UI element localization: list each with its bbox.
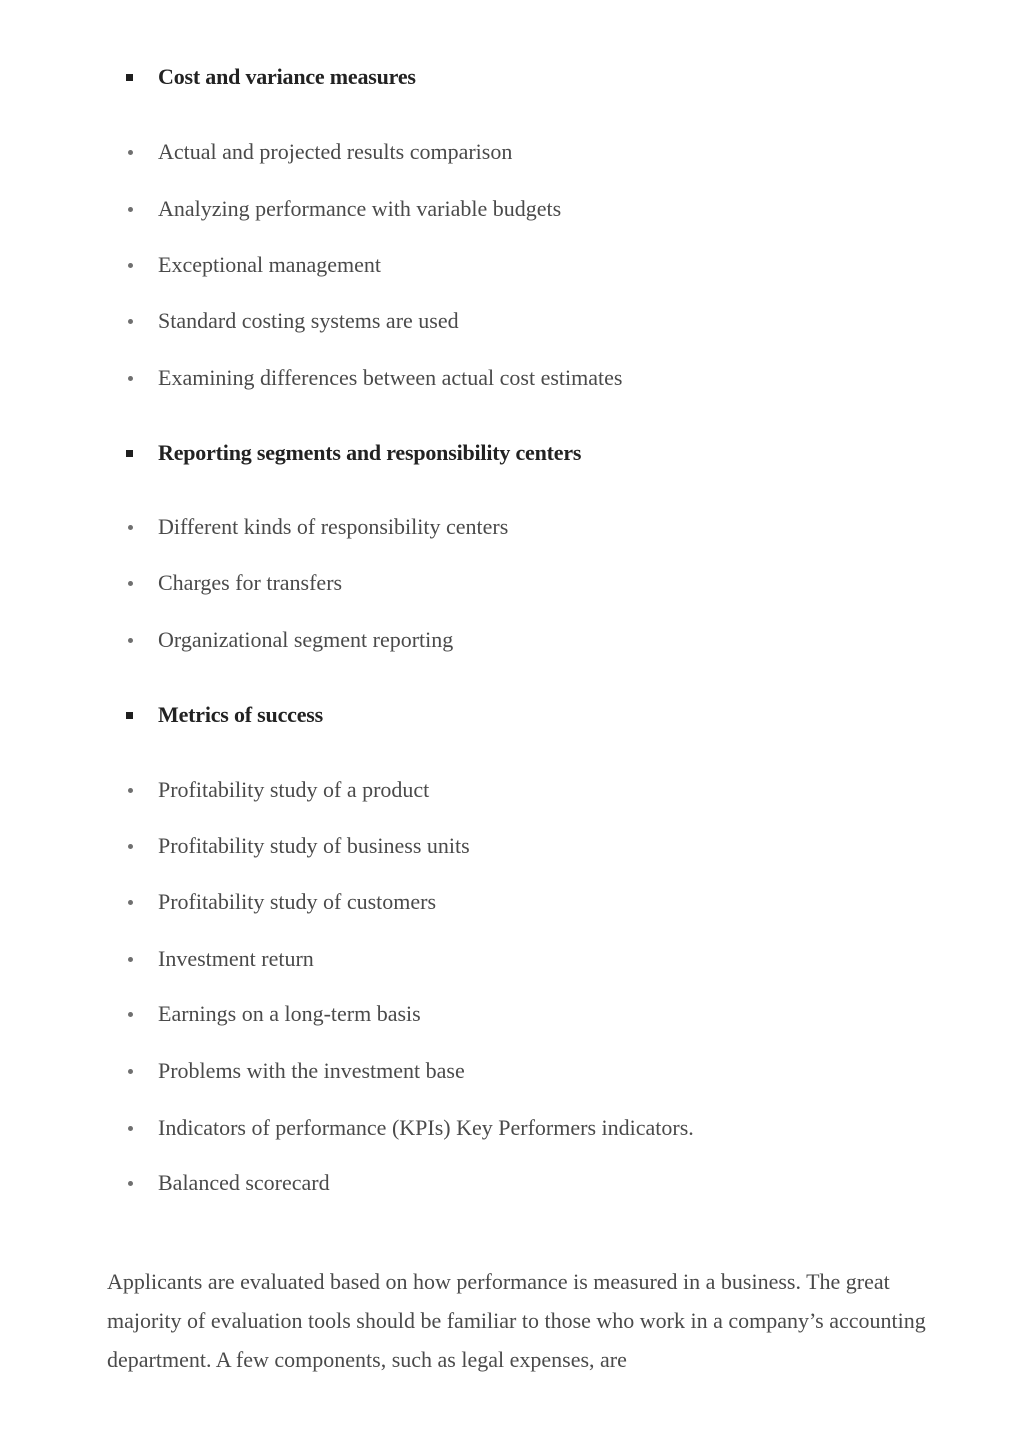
- list-item-text: Standard costing systems are used: [158, 308, 459, 333]
- list-item-text: Analyzing performance with variable budgets: [158, 196, 562, 221]
- section-heading-cost-variance: [126, 62, 416, 92]
- list-item-text: Indicators of performance (KPIs) Key Performers indicators.: [158, 1115, 694, 1140]
- list-item-text: Profitability study of customers: [158, 889, 437, 914]
- list-item-text: Exceptional management: [158, 252, 381, 277]
- list-item-text: Different kinds of responsibility centers: [158, 514, 509, 539]
- list-item-text: Actual and projected results comparison: [158, 139, 513, 164]
- list-item: [126, 250, 381, 280]
- bullet-icon: [128, 207, 133, 212]
- square-bullet-icon: [126, 74, 133, 81]
- bullet-icon: [128, 1069, 133, 1074]
- section-heading-reporting-segments: [126, 438, 581, 468]
- bullet-icon: [128, 1012, 133, 1017]
- list-item: [126, 306, 459, 336]
- list-item: [126, 1168, 330, 1198]
- section-heading-text: Cost and variance measures: [158, 64, 416, 89]
- list-item-text: Problems with the investment base: [158, 1058, 465, 1083]
- list-item-text: Earnings on a long-term basis: [158, 1001, 421, 1026]
- bullet-icon: [128, 638, 133, 643]
- list-item-text: Balanced scorecard: [158, 1170, 330, 1195]
- bullet-icon: [128, 319, 133, 324]
- list-item: [126, 1056, 465, 1086]
- body-paragraph: Applicants are evaluated based on how performance is measured in a business. The great majority of evaluation tools should be familiar to those who work in a company’s accounting department. A few components, such as legal expenses, are: [107, 1269, 926, 1372]
- bullet-icon: [128, 900, 133, 905]
- list-item: [126, 568, 342, 598]
- section-heading-metrics-of-success: [126, 700, 323, 730]
- bullet-icon: [128, 788, 133, 793]
- list-item-text: Investment return: [158, 946, 314, 971]
- list-item-text: Profitability study of business units: [158, 833, 470, 858]
- list-item-text: Examining differences between actual cost estimates: [158, 365, 623, 390]
- bullet-icon: [128, 376, 133, 381]
- list-item: [126, 775, 429, 805]
- list-item: [126, 363, 622, 393]
- list-item: [126, 625, 453, 655]
- bullet-icon: [128, 1126, 133, 1131]
- list-item: [126, 194, 561, 224]
- bullet-icon: [128, 1181, 133, 1186]
- section-heading-text: Reporting segments and responsibility centers: [158, 440, 582, 465]
- bullet-icon: [128, 525, 133, 530]
- list-item-text: Organizational segment reporting: [158, 627, 454, 652]
- list-item: [126, 944, 314, 974]
- list-item: [126, 1113, 694, 1143]
- square-bullet-icon: [126, 712, 133, 719]
- list-item-text: Charges for transfers: [158, 570, 343, 595]
- bullet-icon: [128, 581, 133, 586]
- list-item-text: Profitability study of a product: [158, 777, 430, 802]
- section-heading-text: Metrics of success: [158, 702, 323, 727]
- bullet-icon: [128, 263, 133, 268]
- bullet-icon: [128, 957, 133, 962]
- list-item: [126, 512, 508, 542]
- bullet-icon: [128, 150, 133, 155]
- bullet-icon: [128, 844, 133, 849]
- square-bullet-icon: [126, 450, 133, 457]
- list-item: [126, 999, 421, 1029]
- list-item: [126, 887, 436, 917]
- list-item: [126, 831, 470, 861]
- list-item: [126, 137, 512, 167]
